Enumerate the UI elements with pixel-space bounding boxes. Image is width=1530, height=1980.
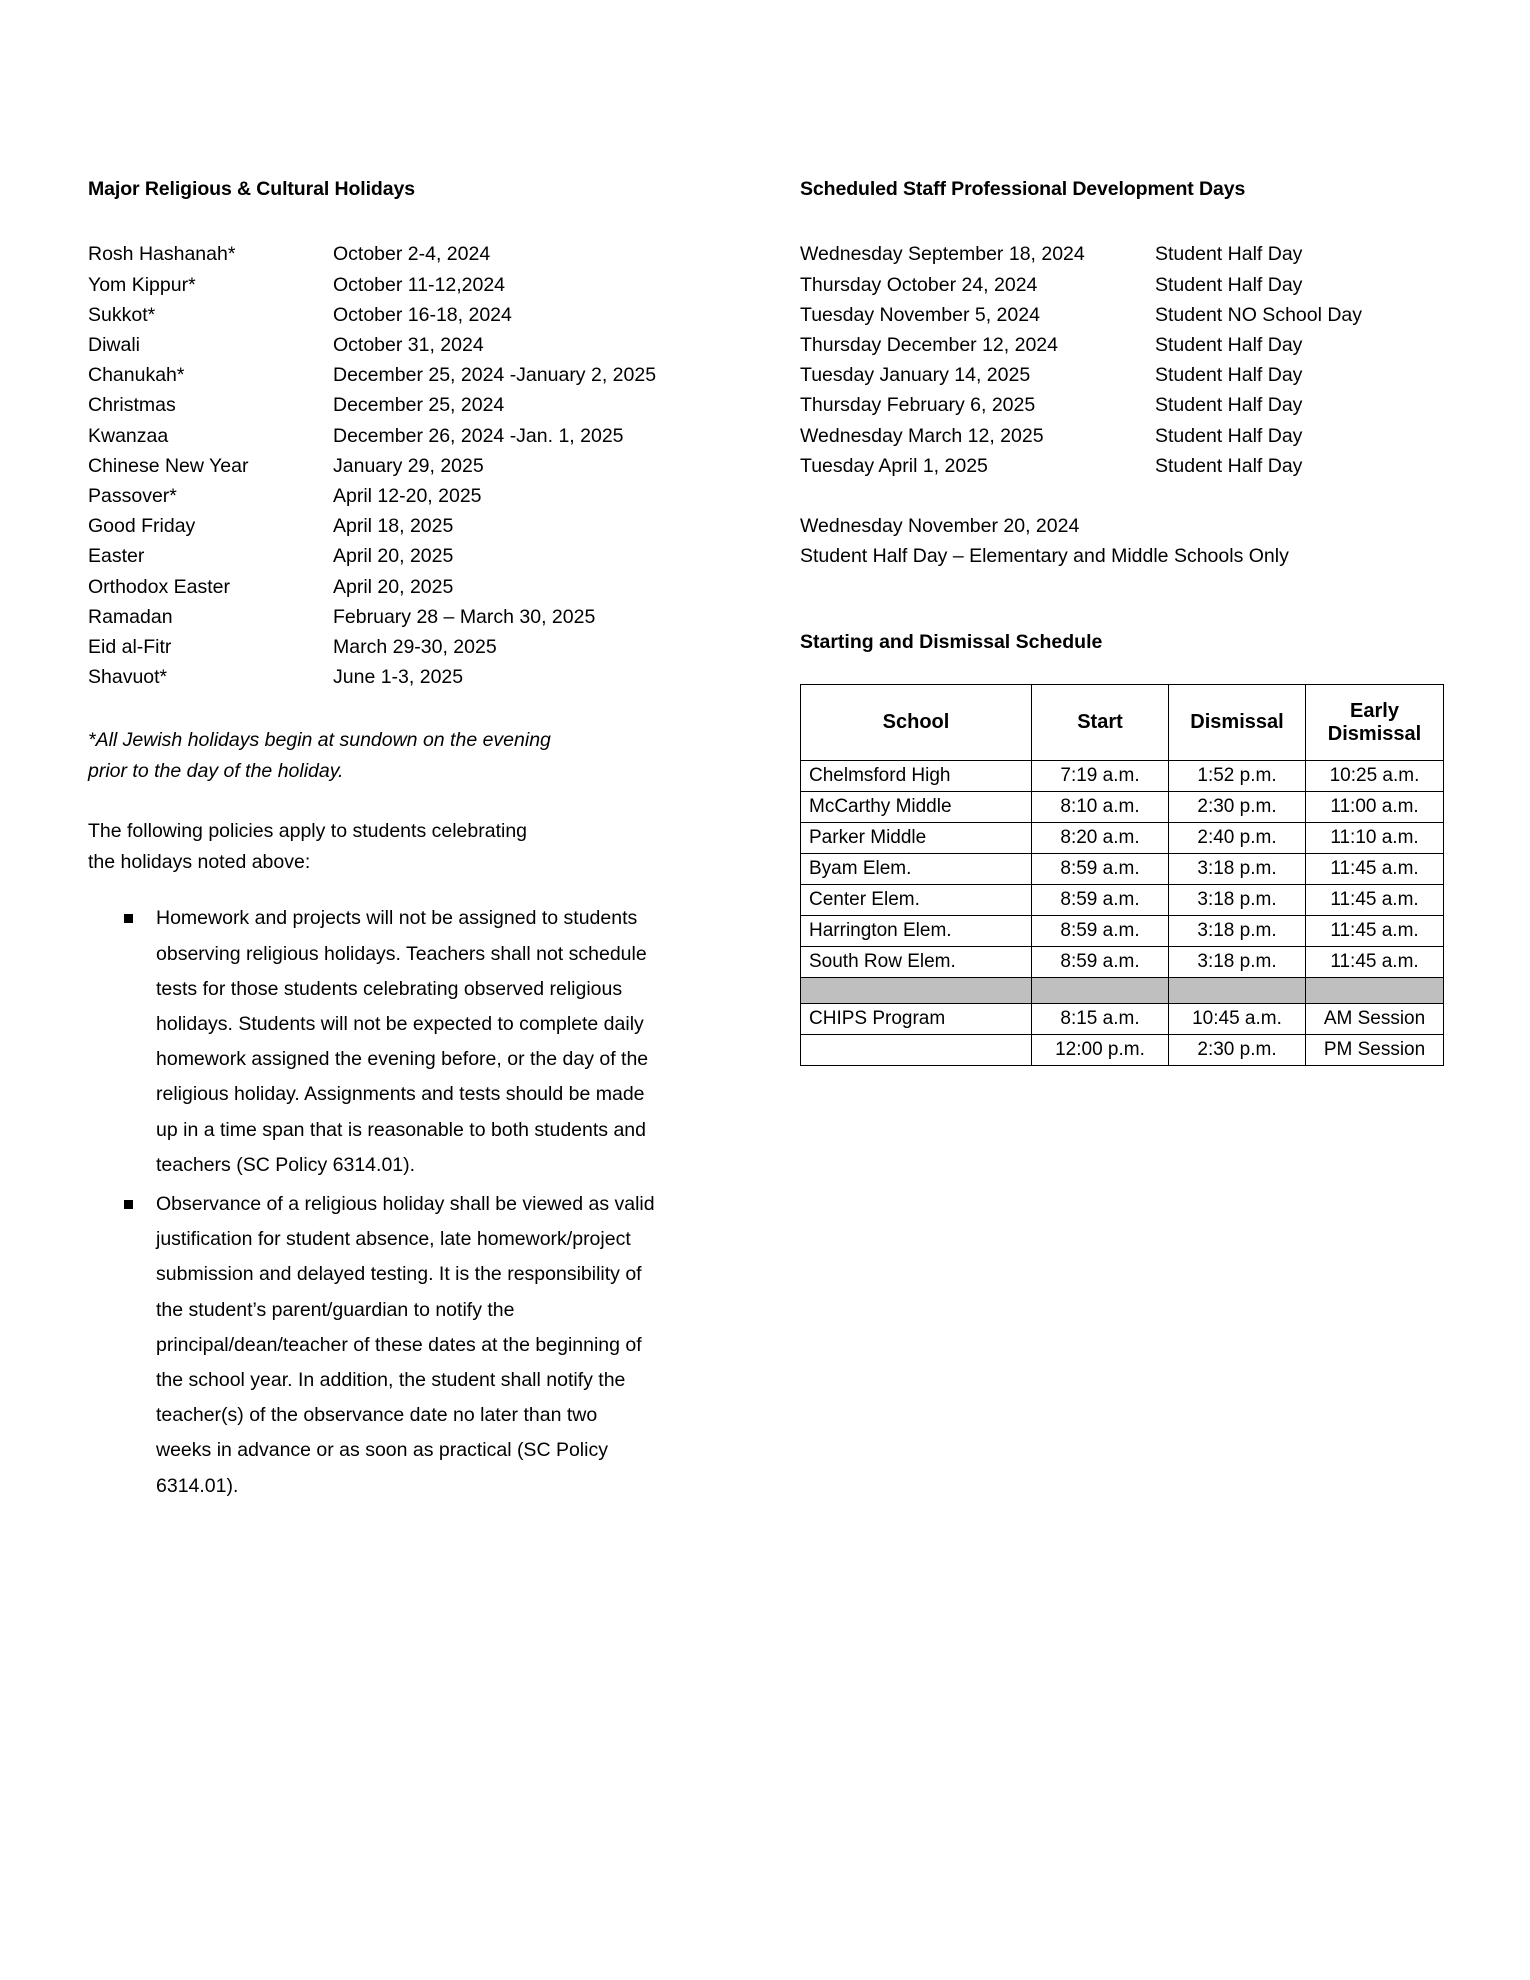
cell-early-dismissal: 11:45 a.m. bbox=[1306, 854, 1444, 885]
holiday-row bbox=[88, 572, 608, 602]
table-row bbox=[801, 854, 1444, 885]
holiday-date: October 2-4, 2024 bbox=[333, 243, 491, 266]
pd-date: Thursday December 12, 2024 bbox=[800, 334, 1058, 356]
november-20-note bbox=[800, 511, 1420, 571]
holiday-name: Chinese New Year bbox=[88, 454, 249, 477]
cell-start: 8:59 a.m. bbox=[1032, 854, 1169, 885]
column-header-dismissal: Dismissal bbox=[1169, 685, 1306, 761]
holiday-name: Chanukah* bbox=[88, 364, 185, 387]
pd-day-type: Student Half Day bbox=[1155, 424, 1303, 447]
table-row bbox=[801, 1035, 1444, 1066]
table-row bbox=[801, 885, 1444, 916]
holiday-date: April 18, 2025 bbox=[333, 515, 454, 538]
holiday-row bbox=[88, 662, 608, 692]
holiday-name: Orthodox Easter bbox=[88, 575, 230, 598]
professional-development-row bbox=[800, 360, 1420, 390]
table-row bbox=[801, 947, 1444, 978]
spacer-cell bbox=[1032, 978, 1169, 1004]
jewish-holidays-footnote: *All Jewish holidays begin at sundown on the evening prior to the day of the holiday. bbox=[88, 729, 551, 782]
policy-bullet-text: Observance of a religious holiday shall be viewed as valid justification for student absence, late homework/project submission and delayed testing. It is the responsibility of the student’s parent/guardian to notify the principal/dean/teacher of these dates at the beginning of the school year. In addition, the student shall notify the teacher(s) of the observance date no later than two weeks in advance or as soon as practical (SC Policy 6314.01). bbox=[156, 1193, 655, 1497]
holiday-row bbox=[88, 481, 608, 511]
holiday-date: December 25, 2024 -January 2, 2025 bbox=[333, 364, 657, 387]
professional-development-row bbox=[800, 239, 1420, 269]
pd-day-type: Student NO School Day bbox=[1155, 303, 1363, 326]
cell-start: 8:10 a.m. bbox=[1032, 792, 1169, 823]
table-header-row bbox=[801, 685, 1444, 761]
cell-school: Center Elem. bbox=[801, 885, 1032, 916]
professional-development-row bbox=[800, 451, 1420, 481]
table-row bbox=[801, 792, 1444, 823]
table-row bbox=[801, 823, 1444, 854]
holiday-name: Diwali bbox=[88, 334, 141, 356]
right-column bbox=[800, 178, 1426, 1066]
cell-start: 8:20 a.m. bbox=[1032, 823, 1169, 854]
holiday-name: Rosh Hashanah* bbox=[88, 243, 236, 266]
holiday-name: Christmas bbox=[88, 394, 176, 417]
cell-start: 8:15 a.m. bbox=[1032, 1004, 1169, 1035]
holiday-date: October 16-18, 2024 bbox=[333, 303, 512, 326]
holiday-name: Sukkot* bbox=[88, 303, 156, 326]
pd-day-type: Student Half Day bbox=[1155, 454, 1303, 477]
bullet-square-icon bbox=[124, 914, 133, 923]
cell-school: Parker Middle bbox=[801, 823, 1032, 854]
cell-school: Harrington Elem. bbox=[801, 916, 1032, 947]
holiday-name: Ramadan bbox=[88, 605, 173, 628]
pd-day-type: Student Half Day bbox=[1155, 334, 1303, 356]
spacer-cell bbox=[801, 978, 1032, 1004]
holiday-row bbox=[88, 390, 608, 420]
holiday-date: April 20, 2025 bbox=[333, 575, 454, 598]
holiday-name: Good Friday bbox=[88, 515, 196, 538]
policy-intro-text: The following policies apply to students celebrating the holidays noted above: bbox=[88, 820, 528, 873]
professional-development-heading: Scheduled Staff Professional Development Days bbox=[800, 178, 1246, 200]
cell-early-dismissal: 10:25 a.m. bbox=[1306, 761, 1444, 792]
cell-early-dismissal: PM Session bbox=[1306, 1035, 1444, 1066]
cell-early-dismissal: 11:45 a.m. bbox=[1306, 947, 1444, 978]
holiday-row bbox=[88, 632, 608, 662]
holidays-heading: Major Religious & Cultural Holidays bbox=[88, 178, 415, 200]
holiday-name: Easter bbox=[88, 545, 145, 568]
holiday-row bbox=[88, 511, 608, 541]
cell-early-dismissal: 11:10 a.m. bbox=[1306, 823, 1444, 854]
holiday-date: December 25, 2024 bbox=[333, 394, 505, 417]
column-header-start: Start bbox=[1032, 685, 1169, 761]
bullet-square-icon bbox=[124, 1200, 133, 1209]
holiday-row bbox=[88, 451, 608, 481]
november-20-date: Wednesday November 20, 2024 bbox=[800, 515, 1080, 538]
cell-school: South Row Elem. bbox=[801, 947, 1032, 978]
holiday-date: October 11-12,2024 bbox=[333, 273, 506, 296]
cell-dismissal: 2:30 p.m. bbox=[1169, 1035, 1306, 1066]
cell-early-dismissal: 11:00 a.m. bbox=[1306, 792, 1444, 823]
column-header-early-dismissal: Early Dismissal bbox=[1306, 685, 1444, 761]
pd-date: Tuesday January 14, 2025 bbox=[800, 364, 1031, 387]
pd-date: Tuesday November 5, 2024 bbox=[800, 303, 1040, 326]
cell-dismissal: 3:18 p.m. bbox=[1169, 885, 1306, 916]
cell-school: Chelmsford High bbox=[801, 761, 1032, 792]
policy-bullet-text: Homework and projects will not be assigned to students observing religious holidays. Teachers shall not schedule tests for those students celebrating observed religious holidays. Students will not be expected to complete daily homework assigned the evening before, or the day of the religious holiday. Assignments and tests should be made up in a time span that is reasonable to both students and teachers (SC Policy 6314.01). bbox=[156, 907, 649, 1176]
holiday-date: February 28 – March 30, 2025 bbox=[333, 605, 596, 628]
holiday-row bbox=[88, 330, 608, 360]
pd-date: Thursday October 24, 2024 bbox=[800, 273, 1038, 296]
policy-bullet-item bbox=[88, 1187, 656, 1504]
cell-school bbox=[801, 1035, 1032, 1066]
cell-dismissal: 3:18 p.m. bbox=[1169, 947, 1306, 978]
table-row bbox=[801, 761, 1444, 792]
cell-school: Byam Elem. bbox=[801, 854, 1032, 885]
holiday-date: December 26, 2024 -Jan. 1, 2025 bbox=[333, 424, 624, 447]
cell-early-dismissal: AM Session bbox=[1306, 1004, 1444, 1035]
holidays-list bbox=[88, 239, 657, 692]
cell-dismissal: 3:18 p.m. bbox=[1169, 854, 1306, 885]
holiday-date: January 29, 2025 bbox=[333, 454, 484, 477]
pd-date: Thursday February 6, 2025 bbox=[800, 394, 1036, 417]
november-20-description: Student Half Day – Elementary and Middle Schools Only bbox=[800, 545, 1289, 568]
starting-dismissal-table bbox=[800, 684, 1444, 1066]
holiday-name: Shavuot* bbox=[88, 666, 168, 689]
holiday-date: April 12-20, 2025 bbox=[333, 485, 482, 508]
holiday-row bbox=[88, 602, 608, 632]
professional-development-row bbox=[800, 300, 1420, 330]
pd-day-type: Student Half Day bbox=[1155, 243, 1303, 266]
holiday-name: Passover* bbox=[88, 485, 177, 508]
holiday-row bbox=[88, 421, 624, 451]
holiday-date: June 1-3, 2025 bbox=[333, 666, 464, 689]
professional-development-row bbox=[800, 421, 1420, 451]
schedule-table-heading: Starting and Dismissal Schedule bbox=[800, 631, 1103, 654]
holiday-row bbox=[88, 270, 608, 300]
professional-development-list bbox=[800, 239, 1420, 481]
cell-start: 8:59 a.m. bbox=[1032, 947, 1169, 978]
policy-bullet-item bbox=[88, 901, 656, 1183]
pd-date: Tuesday April 1, 2025 bbox=[800, 454, 988, 477]
column-header-school: School bbox=[801, 685, 1032, 761]
table-spacer-row bbox=[801, 978, 1444, 1004]
holiday-row bbox=[88, 360, 657, 390]
holiday-row bbox=[88, 239, 608, 269]
cell-start: 8:59 a.m. bbox=[1032, 885, 1169, 916]
cell-school: McCarthy Middle bbox=[801, 792, 1032, 823]
holiday-row bbox=[88, 300, 608, 330]
holiday-name: Kwanzaa bbox=[88, 424, 169, 447]
cell-dismissal: 1:52 p.m. bbox=[1169, 761, 1306, 792]
holiday-name: Yom Kippur* bbox=[88, 273, 196, 296]
pd-day-type: Student Half Day bbox=[1155, 273, 1303, 296]
holiday-name: Eid al-Fitr bbox=[88, 636, 172, 659]
pd-date: Wednesday March 12, 2025 bbox=[800, 424, 1044, 447]
cell-school: CHIPS Program bbox=[801, 1004, 1032, 1035]
left-column bbox=[88, 178, 657, 1508]
cell-early-dismissal: 11:45 a.m. bbox=[1306, 916, 1444, 947]
pd-day-type: Student Half Day bbox=[1155, 394, 1303, 417]
table-row bbox=[801, 916, 1444, 947]
spacer-cell bbox=[1306, 978, 1444, 1004]
professional-development-row bbox=[800, 270, 1420, 300]
pd-day-type: Student Half Day bbox=[1155, 364, 1303, 387]
cell-dismissal: 3:18 p.m. bbox=[1169, 916, 1306, 947]
professional-development-row bbox=[800, 390, 1420, 420]
pd-date: Wednesday September 18, 2024 bbox=[800, 243, 1085, 266]
cell-start: 12:00 p.m. bbox=[1032, 1035, 1169, 1066]
cell-start: 7:19 a.m. bbox=[1032, 761, 1169, 792]
cell-start: 8:59 a.m. bbox=[1032, 916, 1169, 947]
cell-early-dismissal: 11:45 a.m. bbox=[1306, 885, 1444, 916]
cell-dismissal: 2:40 p.m. bbox=[1169, 823, 1306, 854]
holiday-date: April 20, 2025 bbox=[333, 545, 454, 568]
spacer-cell bbox=[1169, 978, 1306, 1004]
policy-bullet-list bbox=[88, 901, 655, 1503]
holiday-date: March 29-30, 2025 bbox=[333, 636, 497, 659]
table-row bbox=[801, 1004, 1444, 1035]
cell-dismissal: 10:45 a.m. bbox=[1169, 1004, 1306, 1035]
holiday-row bbox=[88, 541, 608, 571]
professional-development-row bbox=[800, 330, 1420, 360]
cell-dismissal: 2:30 p.m. bbox=[1169, 792, 1306, 823]
holiday-date: October 31, 2024 bbox=[333, 334, 484, 356]
